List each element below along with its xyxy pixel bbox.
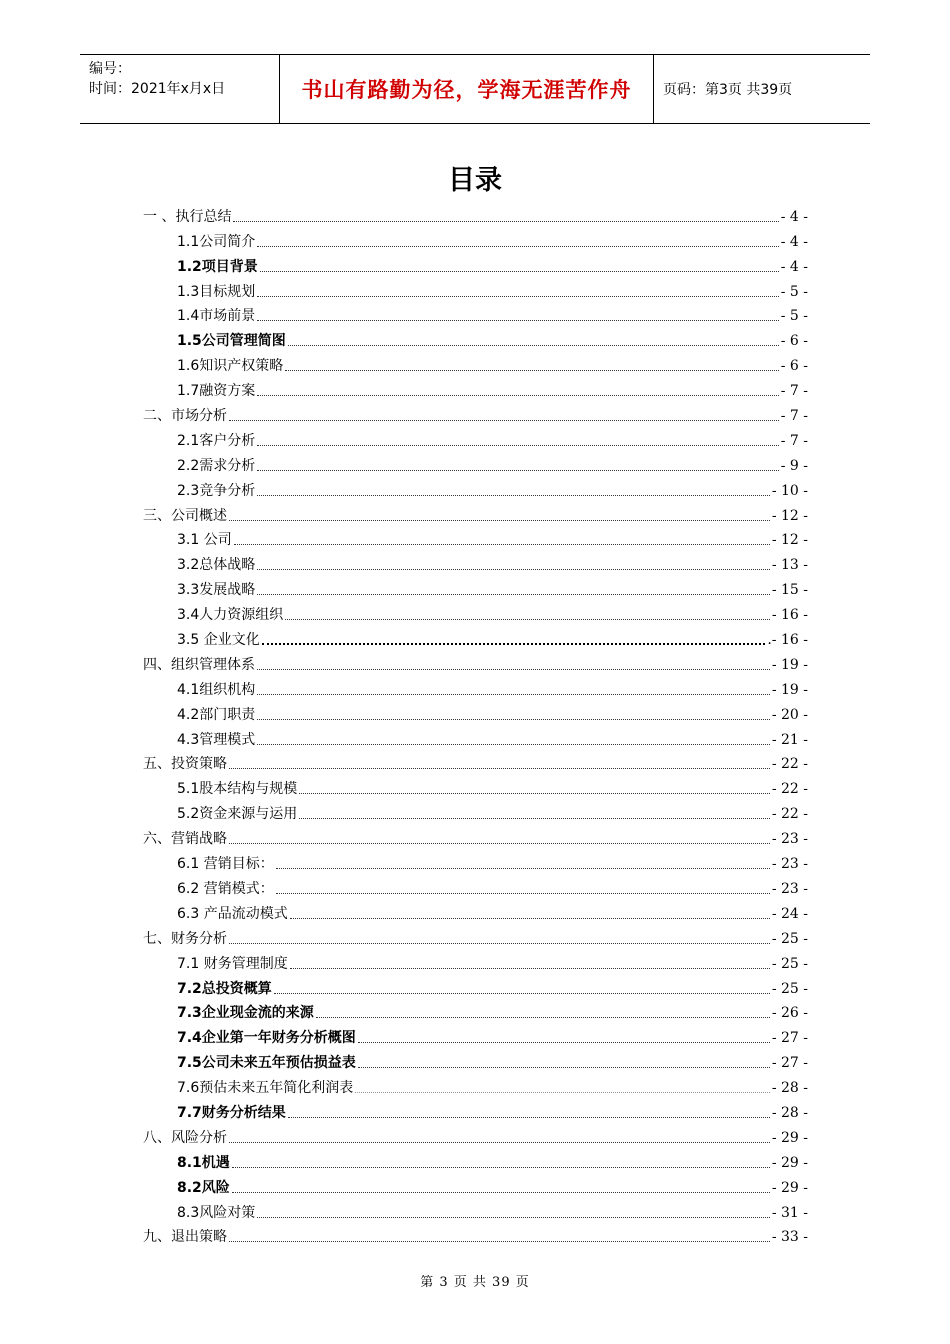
toc-dot-leader xyxy=(257,693,770,695)
toc-entry-label: 2.3竞争分析 xyxy=(177,482,256,499)
toc-dot-leader xyxy=(276,867,770,869)
toc-entry-page: - 24 - xyxy=(771,905,808,922)
toc-entry-label: 6.2 营销模式： xyxy=(177,880,274,897)
toc-dot-leader xyxy=(257,394,778,396)
toc-entry[interactable] xyxy=(143,948,808,973)
toc-entry[interactable] xyxy=(143,798,808,823)
toc-entry[interactable] xyxy=(143,773,808,798)
toc-entry-label: 2.2需求分析 xyxy=(177,457,256,474)
toc-dot-leader xyxy=(285,618,770,620)
toc-dot-leader xyxy=(229,942,770,944)
toc-entry-page: - 19 - xyxy=(771,656,808,673)
toc-dot-leader xyxy=(257,444,778,446)
toc-entry[interactable] xyxy=(143,624,808,649)
toc-entry-label: 3.1 公司 xyxy=(177,532,232,549)
toc-entry-label: 7.1 财务管理制度 xyxy=(177,955,288,972)
toc-entry-label: 3.2总体战略 xyxy=(177,557,256,574)
toc-entry-label: 2.1客户分析 xyxy=(177,432,256,449)
toc-entry[interactable] xyxy=(143,1047,808,1072)
doc-time-label: 时间：2021年x月x日 xyxy=(89,81,226,97)
toc-entry[interactable] xyxy=(143,724,808,749)
page-title: 目录 xyxy=(448,165,502,196)
toc-entry-label: 1.1公司简介 xyxy=(177,233,256,250)
toc-entry[interactable] xyxy=(143,973,808,998)
toc-dot-leader xyxy=(257,568,770,570)
toc-entry[interactable] xyxy=(143,1122,808,1147)
toc-entry-label: 4.2部门职责 xyxy=(177,706,256,723)
toc-entry[interactable] xyxy=(143,923,808,948)
toc-entry[interactable] xyxy=(143,699,808,724)
toc-entry-label: 3.5 企业文化 xyxy=(177,632,260,649)
toc-entry[interactable] xyxy=(143,1097,808,1122)
toc-entry[interactable] xyxy=(143,599,808,624)
toc-entry[interactable] xyxy=(143,425,808,450)
toc-entry-label: 八、风险分析 xyxy=(143,1129,227,1146)
toc-dot-leader xyxy=(233,220,778,222)
toc-dot-leader xyxy=(257,319,778,321)
toc-dot-leader xyxy=(358,1066,770,1068)
toc-dot-leader xyxy=(229,842,770,844)
page-header xyxy=(80,54,870,124)
toc-entry-page: - 29 - xyxy=(771,1129,808,1146)
toc-dot-leader xyxy=(257,743,770,745)
toc-entry-label: 三、公司概述 xyxy=(143,507,227,524)
toc-entry-page: - 7 - xyxy=(780,432,808,449)
toc-dot-leader xyxy=(290,967,770,969)
toc-entry-page: - 25 - xyxy=(771,955,808,972)
toc-dot-leader xyxy=(299,792,770,794)
toc-entry-label: 8.3风险对策 xyxy=(177,1204,256,1221)
header-meta xyxy=(80,55,280,123)
toc-entry-label: 一 、执行总结 xyxy=(143,208,232,225)
toc-entry-page: - 22 - xyxy=(771,806,808,823)
toc-entry[interactable] xyxy=(143,1172,808,1197)
toc-entry[interactable] xyxy=(143,674,808,699)
toc-dot-leader xyxy=(355,1091,770,1093)
toc-entry-page: - 28 - xyxy=(771,1080,808,1097)
toc-dot-leader xyxy=(229,1141,770,1143)
toc-entry-label: 四、组织管理体系 xyxy=(143,656,255,673)
toc-entry[interactable] xyxy=(143,649,808,674)
toc-entry-label: 8.1机遇 xyxy=(177,1154,230,1171)
toc-entry-label: 7.7财务分析结果 xyxy=(177,1104,286,1121)
toc-entry[interactable] xyxy=(143,350,808,375)
toc-entry-label: 7.4企业第一年财务分析概图 xyxy=(177,1030,356,1047)
toc-entry[interactable] xyxy=(143,400,808,425)
toc-entry-page: - 6 - xyxy=(780,333,808,350)
toc-dot-leader xyxy=(276,892,770,894)
toc-entry[interactable] xyxy=(143,873,808,898)
toc-dot-leader xyxy=(285,369,778,371)
toc-dot-leader xyxy=(316,1016,770,1018)
toc-entry-label: 1.2项目背景 xyxy=(177,258,258,275)
toc-entry-page: - 23 - xyxy=(771,880,808,897)
toc-dot-leader xyxy=(288,1116,770,1118)
toc-dot-leader xyxy=(229,419,779,421)
toc-entry-page: - 13 - xyxy=(771,557,808,574)
toc-entry[interactable] xyxy=(143,226,808,251)
toc-entry-page: - 29 - xyxy=(771,1179,808,1196)
toc-dot-leader xyxy=(274,992,770,994)
toc-entry[interactable] xyxy=(143,301,808,326)
toc-entry-page: - 22 - xyxy=(771,781,808,798)
toc-entry-page: - 4 - xyxy=(780,208,808,225)
toc-entry-label: 8.2风险 xyxy=(177,1179,230,1196)
toc-entry[interactable] xyxy=(143,1147,808,1172)
toc-entry-label: 七、财务分析 xyxy=(143,930,227,947)
toc-entry[interactable] xyxy=(143,1072,808,1097)
toc-entry-page: - 20 - xyxy=(771,706,808,723)
toc-entry[interactable] xyxy=(143,201,808,226)
toc-entry-page: - 31 - xyxy=(771,1204,808,1221)
toc-entry-page: - 7 - xyxy=(780,383,808,400)
toc-entry-page: - 27 - xyxy=(771,1055,808,1072)
toc-dot-leader xyxy=(257,1216,770,1218)
toc-entry[interactable] xyxy=(143,450,808,475)
table-of-contents xyxy=(143,201,808,1246)
toc-entry-label: 6.3 产品流动模式 xyxy=(177,905,288,922)
toc-entry-label: 1.7融资方案 xyxy=(177,383,256,400)
toc-dot-leader xyxy=(229,519,770,521)
toc-entry-page: - 12 - xyxy=(771,532,808,549)
toc-dot-leader xyxy=(232,1166,770,1168)
toc-entry-label: 五、投资策略 xyxy=(143,756,227,773)
toc-entry[interactable] xyxy=(143,998,808,1023)
toc-entry[interactable] xyxy=(143,1197,808,1222)
toc-dot-leader xyxy=(288,344,779,346)
toc-dot-leader xyxy=(229,767,770,769)
toc-entry-page: - 28 - xyxy=(771,1104,808,1121)
toc-entry-page: - 9 - xyxy=(780,457,808,474)
toc-dot-leader xyxy=(257,494,770,496)
toc-entry-page: - 29 - xyxy=(771,1154,808,1171)
toc-entry-label: 6.1 营销目标： xyxy=(177,856,274,873)
toc-entry-page: - 4 - xyxy=(780,233,808,250)
toc-dot-leader xyxy=(257,469,778,471)
toc-entry-page: - 4 - xyxy=(780,258,808,275)
toc-entry-label: 7.3企业现金流的来源 xyxy=(177,1005,314,1022)
toc-entry[interactable] xyxy=(143,475,808,500)
toc-entry[interactable] xyxy=(143,525,808,550)
toc-entry-page: - 21 - xyxy=(771,731,808,748)
toc-entry[interactable] xyxy=(143,848,808,873)
toc-entry-label: 六、营销战略 xyxy=(143,831,227,848)
toc-entry-page: - 23 - xyxy=(771,856,808,873)
toc-entry-label: 九、退出策略 xyxy=(143,1229,227,1246)
toc-dot-leader xyxy=(234,543,770,545)
toc-entry-page: - 33 - xyxy=(771,1229,808,1246)
page-footer: 第 3 页 共 39 页 xyxy=(420,1275,530,1290)
toc-entry-label: 7.5公司未来五年预估损益表 xyxy=(177,1055,356,1072)
toc-dot-leader xyxy=(229,1240,770,1242)
toc-dot-leader xyxy=(257,668,770,670)
toc-entry-page: - 5 - xyxy=(780,283,808,300)
toc-entry[interactable] xyxy=(143,749,808,774)
toc-dot-leader xyxy=(257,245,778,247)
toc-entry-page: - 5 - xyxy=(780,308,808,325)
header-motto: 书山有路勤为径，学海无涯苦作舟 xyxy=(280,55,654,123)
toc-dot-leader xyxy=(260,270,779,272)
toc-entry-label: 二、市场分析 xyxy=(143,408,227,425)
toc-entry[interactable] xyxy=(143,898,808,923)
toc-entry[interactable] xyxy=(143,276,808,301)
toc-entry-page: - 22 - xyxy=(771,756,808,773)
toc-entry-label: 4.1组织机构 xyxy=(177,681,256,698)
toc-entry-page: - 7 - xyxy=(780,408,808,425)
toc-dot-leader xyxy=(257,295,778,297)
toc-dot-leader xyxy=(257,718,770,720)
toc-entry-page: - 27 - xyxy=(771,1030,808,1047)
toc-entry-page: - 26 - xyxy=(771,1005,808,1022)
toc-dot-leader xyxy=(299,817,770,819)
toc-entry[interactable] xyxy=(143,1022,808,1047)
toc-entry-page: - 10 - xyxy=(771,482,808,499)
doc-number-label: 编号： xyxy=(89,61,131,77)
toc-entry-label: 5.1股本结构与规模 xyxy=(177,781,298,798)
toc-entry-page: - 25 - xyxy=(771,930,808,947)
toc-entry-page: - 15 - xyxy=(771,582,808,599)
toc-entry-label: 4.3管理模式 xyxy=(177,731,256,748)
toc-dot-leader xyxy=(262,642,766,645)
header-page-info: 页码：第3页 共39页 xyxy=(663,82,793,98)
toc-entry[interactable] xyxy=(143,1222,808,1247)
toc-entry[interactable] xyxy=(143,251,808,276)
toc-entry-label: 1.4市场前景 xyxy=(177,308,256,325)
toc-entry-page: - 6 - xyxy=(780,358,808,375)
toc-entry[interactable] xyxy=(143,500,808,525)
toc-entry-label: 3.3发展战略 xyxy=(177,582,256,599)
toc-entry[interactable] xyxy=(143,574,808,599)
toc-entry[interactable] xyxy=(143,375,808,400)
toc-entry-label: 1.6知识产权策略 xyxy=(177,358,284,375)
toc-entry-label: 7.6预估未来五年简化利润表 xyxy=(177,1080,354,1097)
toc-entry-page: .- 16 - xyxy=(767,632,808,649)
toc-dot-leader xyxy=(358,1041,770,1043)
toc-entry-page: - 19 - xyxy=(771,681,808,698)
toc-entry-label: 1.5公司管理简图 xyxy=(177,333,286,350)
toc-entry-label: 3.4人力资源组织 xyxy=(177,607,284,624)
toc-entry-page: - 25 - xyxy=(771,980,808,997)
toc-entry[interactable] xyxy=(143,325,808,350)
toc-entry-page: - 12 - xyxy=(771,507,808,524)
toc-entry-label: 7.2总投资概算 xyxy=(177,980,272,997)
toc-dot-leader xyxy=(257,593,770,595)
toc-entry[interactable] xyxy=(143,823,808,848)
toc-entry-page: - 16 - xyxy=(771,607,808,624)
toc-entry[interactable] xyxy=(143,549,808,574)
toc-entry-label: 1.3目标规划 xyxy=(177,283,256,300)
toc-entry-label: 5.2资金来源与运用 xyxy=(177,806,298,823)
toc-dot-leader xyxy=(232,1191,770,1193)
toc-entry-page: - 23 - xyxy=(771,831,808,848)
toc-dot-leader xyxy=(290,917,770,919)
